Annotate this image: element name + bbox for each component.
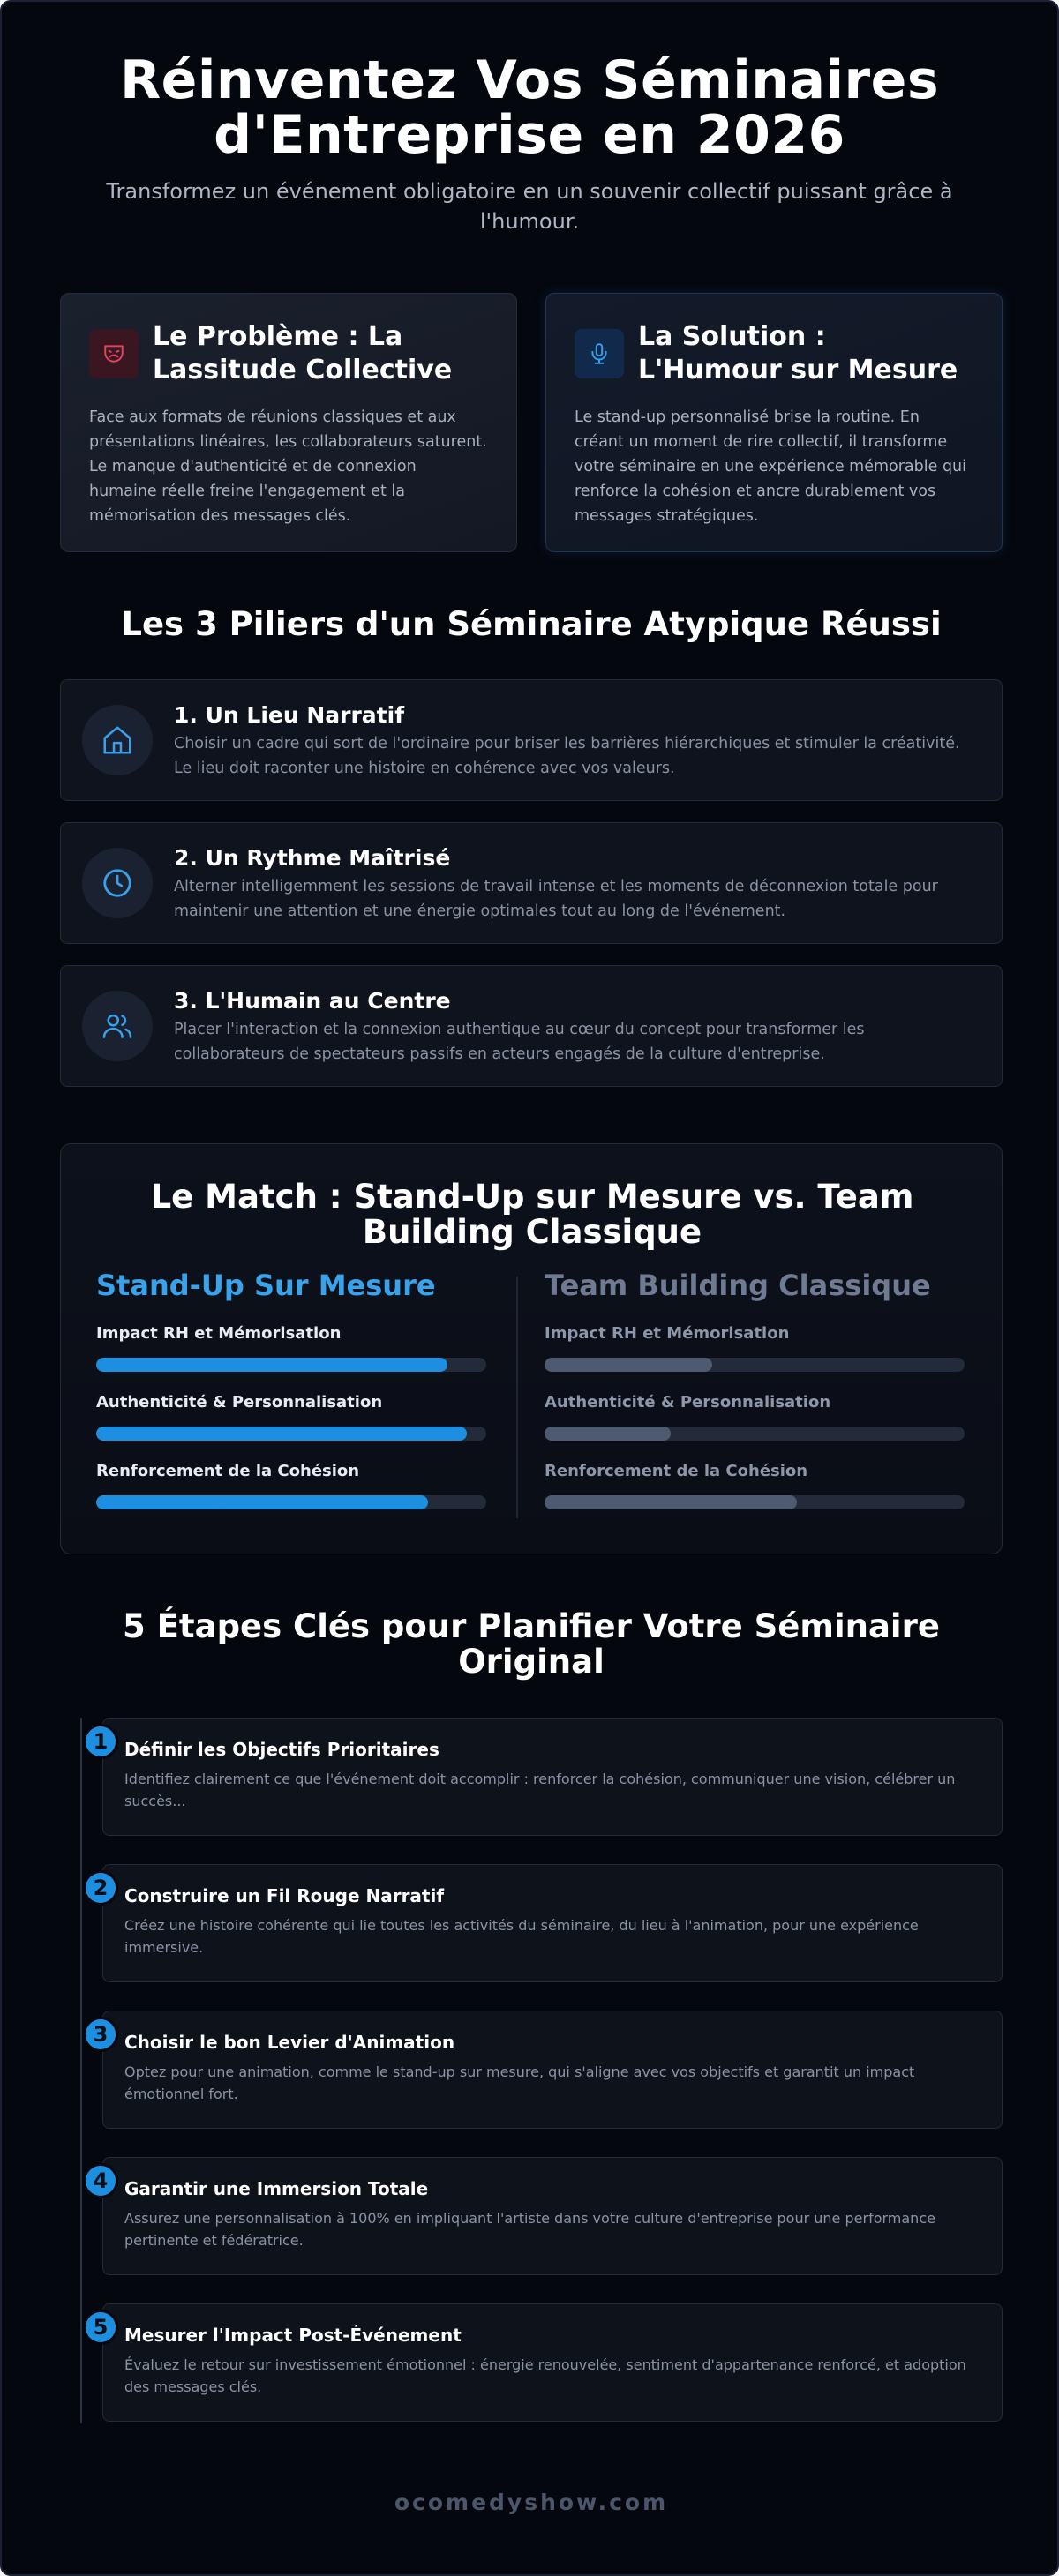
progress-fill bbox=[545, 1427, 671, 1441]
column-divider bbox=[516, 1277, 518, 1518]
users-icon bbox=[82, 991, 153, 1061]
comparison-title-line-1: Le Match : Stand-Up sur Mesure vs. Team bbox=[150, 1178, 914, 1216]
team-building-column-title: Team Building Classique bbox=[545, 1269, 931, 1302]
problem-body: Face aux formats de réunions classiques et aux présentations linéaires, les collaborateurs saturent. Le manque d'authenticité et de connexion humaine réelle freine l'engagement et la mémorisation des messages clés. bbox=[89, 408, 487, 525]
page-subtitle: Transformez un événement obligatoire en un souvenir collectif puissant grâce à l'humour. bbox=[106, 179, 953, 234]
comparison-panel bbox=[60, 1143, 1003, 1554]
pillar-desc: Placer l'interaction et la connexion authentique au cœur du concept pour transformer les collaborateurs de spectateurs passifs en acteurs engagés de la culture d'entreprise. bbox=[174, 1021, 865, 1063]
pillars-title: Les 3 Piliers d'un Séminaire Atypique Réussi bbox=[121, 605, 942, 643]
step-number-badge: 5 bbox=[83, 2310, 118, 2345]
progress-track bbox=[545, 1427, 965, 1441]
progress-track bbox=[545, 1495, 965, 1509]
pillar-card bbox=[60, 679, 1003, 801]
team-building-column bbox=[545, 1268, 965, 1509]
step-desc: Identifiez clairement ce que l'événement doit accomplir : renforcer la cohésion, communiquer une vision, célébrer un succès... bbox=[124, 1771, 956, 1809]
pillar-desc: Choisir un cadre qui sort de l'ordinaire pour briser les barrières hiérarchiques et stimuler la créativité. Le lieu doit raconter une histoire en cohérence avec vos valeurs. bbox=[174, 735, 960, 777]
step-desc: Créez une histoire cohérente qui lie toutes les activités du séminaire, du lieu à l'animation, pour une expérience immersive. bbox=[124, 1917, 919, 1956]
hero-section bbox=[2, 2, 1057, 236]
standup-column bbox=[96, 1268, 486, 1509]
home-icon bbox=[82, 705, 153, 775]
step-card bbox=[102, 2157, 1003, 2275]
step-card bbox=[102, 1718, 1003, 1836]
progress-fill bbox=[545, 1358, 712, 1372]
progress-track bbox=[545, 1358, 965, 1372]
problem-card bbox=[60, 293, 517, 552]
metric-label: Impact RH et Mémorisation bbox=[96, 1324, 342, 1343]
solution-card bbox=[545, 293, 1003, 552]
step-title: Garantir une Immersion Totale bbox=[124, 2178, 429, 2199]
pillar-title: 1. Un Lieu Narratif bbox=[174, 702, 405, 728]
page-title-line-2: d'Entreprise en 2026 bbox=[214, 104, 845, 166]
steps-title-line-2: Original bbox=[458, 1643, 605, 1681]
metric-label: Renforcement de la Cohésion bbox=[545, 1462, 808, 1480]
metric-row bbox=[545, 1393, 965, 1441]
pillar-desc: Alterner intelligemment les sessions de travail intense et les moments de déconnexion totale pour maintenir une attention et une énergie optimales tout au long de l'événement. bbox=[174, 878, 938, 920]
step-number-badge: 2 bbox=[83, 1870, 118, 1906]
metric-label: Authenticité & Personnalisation bbox=[96, 1393, 383, 1412]
metric-row bbox=[545, 1324, 965, 1372]
pillar-title: 2. Un Rythme Maîtrisé bbox=[174, 845, 451, 871]
step-desc: Évaluez le retour sur investissement émotionnel : énergie renouvelée, sentiment d'appartenance renforcé, et adoption des messages clés. bbox=[124, 2356, 966, 2395]
pillar-card bbox=[60, 822, 1003, 944]
progress-fill bbox=[96, 1358, 447, 1372]
page-title bbox=[72, 49, 987, 166]
step-title: Mesurer l'Impact Post-Événement bbox=[124, 2325, 462, 2346]
progress-track bbox=[96, 1358, 486, 1372]
metric-row bbox=[545, 1462, 965, 1509]
solution-title: La Solution : L'Humour sur Mesure bbox=[638, 321, 958, 386]
progress-fill bbox=[96, 1427, 467, 1441]
pillar-card bbox=[60, 965, 1003, 1087]
metric-label: Impact RH et Mémorisation bbox=[545, 1324, 790, 1343]
step-number-badge: 3 bbox=[83, 2017, 118, 2052]
step-card bbox=[102, 2303, 1003, 2422]
steps-title bbox=[2, 1609, 1059, 1680]
metric-label: Renforcement de la Cohésion bbox=[96, 1462, 360, 1480]
step-title: Définir les Objectifs Prioritaires bbox=[124, 1739, 439, 1760]
footer-site-link[interactable]: ocomedyshow.com bbox=[394, 2490, 669, 2515]
standup-column-title: Stand-Up Sur Mesure bbox=[96, 1269, 436, 1302]
solution-body: Le stand-up personnalisé brise la routine. En créant un moment de rire collectif, il transforme votre séminaire en une expérience mémorable qui renforce la cohésion et ancre durablement vos messages stratégiques. bbox=[575, 408, 967, 525]
steps-title-line-1: 5 Étapes Clés pour Planifier Votre Séminaire bbox=[123, 1607, 940, 1645]
problem-title: Le Problème : La Lassitude Collective bbox=[153, 321, 453, 386]
step-number-badge: 4 bbox=[83, 2163, 118, 2198]
step-desc: Assurez une personnalisation à 100% en impliquant l'artiste dans votre culture d'entreprise pour une performance pertinente et fédératrice. bbox=[124, 2210, 935, 2249]
metric-row bbox=[96, 1393, 486, 1441]
metric-row bbox=[96, 1324, 486, 1372]
progress-fill bbox=[96, 1495, 428, 1509]
clock-icon bbox=[82, 848, 153, 918]
pillar-title: 3. L'Humain au Centre bbox=[174, 988, 451, 1014]
theater-mask-icon bbox=[89, 329, 139, 378]
step-card bbox=[102, 1864, 1003, 1982]
step-card bbox=[102, 2011, 1003, 2129]
microphone-icon bbox=[575, 329, 624, 378]
step-title: Choisir le bon Levier d'Animation bbox=[124, 2032, 455, 2053]
timeline-line bbox=[80, 1718, 82, 2423]
metric-row bbox=[96, 1462, 486, 1509]
progress-track bbox=[96, 1427, 486, 1441]
step-desc: Optez pour une animation, comme le stand-up sur mesure, qui s'aligne avec vos objectifs et garantit un impact émotionnel fort. bbox=[124, 2063, 915, 2102]
page-title-line-1: Réinventez Vos Séminaires bbox=[119, 49, 940, 111]
step-title: Construire un Fil Rouge Narratif bbox=[124, 1885, 445, 1906]
progress-track bbox=[96, 1495, 486, 1509]
problem-solution-cards bbox=[60, 293, 1003, 552]
comparison-title bbox=[61, 1179, 1003, 1250]
step-number-badge: 1 bbox=[83, 1724, 118, 1759]
progress-fill bbox=[545, 1495, 797, 1509]
comparison-title-line-2: Building Classique bbox=[362, 1213, 702, 1251]
metric-label: Authenticité & Personnalisation bbox=[545, 1393, 831, 1412]
